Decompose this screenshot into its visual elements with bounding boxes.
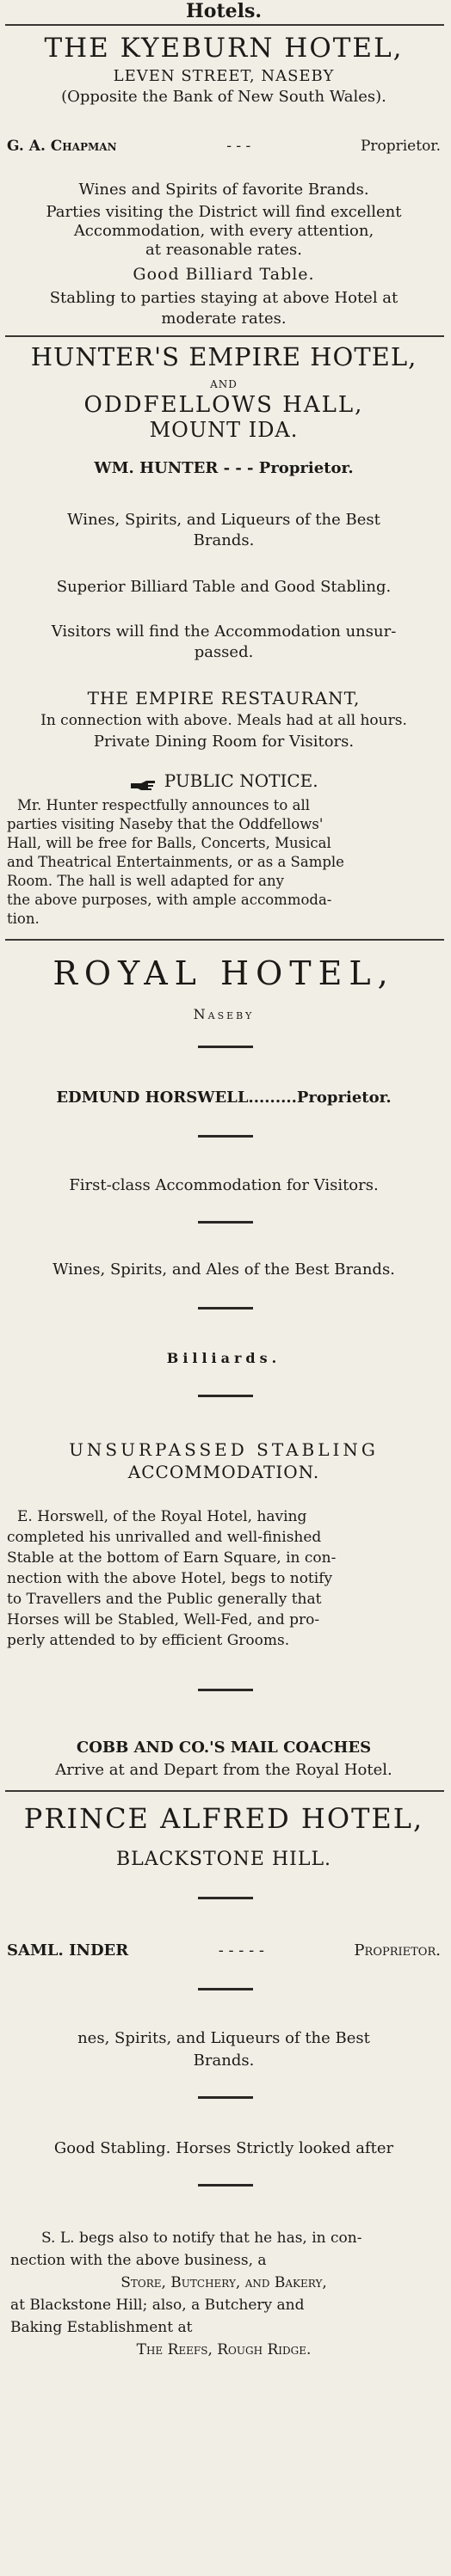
ad-line: to Travellers and the Public generally that — [7, 1591, 322, 1608]
ad-line: the above purposes, with ample accommoda- — [7, 892, 332, 908]
ad-line: Wines, Spirits, and Liqueurs of the Best — [67, 511, 380, 529]
ad-line: COBB AND CO.'S MAIL COACHES — [76, 1739, 372, 1757]
ad-line: Good Billiard Table. — [133, 265, 315, 284]
ad-line: The Reefs, Rough Ridge. — [136, 2341, 312, 2358]
ad-line: E. Horswell, of the Royal Hotel, having — [17, 1508, 307, 1525]
ad-line: at reasonable rates. — [145, 241, 302, 259]
rule — [198, 1046, 253, 1048]
ad-line: Mr. Hunter respectfully announces to all — [17, 797, 310, 813]
ad-line: parties visiting Naseby that the Oddfellows' — [7, 816, 324, 832]
dashes: - - - - - — [218, 1941, 264, 1960]
ad-line: Wines, Spirits, and Ales of the Best Brands. — [53, 1260, 395, 1279]
ad-line: at Blackstone Hill; also, a Butchery and — [10, 2297, 305, 2314]
ad-line: Brands. — [193, 2052, 255, 2070]
ad-line: Stable at the bottom of Earn Square, in con- — [7, 1549, 337, 1567]
stabling-body — [7, 1506, 441, 1651]
ad-line: Parties visiting the District will find excellent — [46, 203, 402, 221]
address-note: (Opposite the Bank of New South Wales). — [61, 88, 386, 106]
ad-line: moderate rates. — [161, 310, 287, 328]
ad-line: Superior Billiard Table and Good Stabling. — [56, 578, 392, 596]
ad-line: Arrive at and Depart from the Royal Hotel. — [55, 1761, 392, 1779]
ad-line: Wines and Spirits of favorite Brands. — [78, 181, 369, 199]
proprietor-line: WM. HUNTER - - - Proprietor. — [94, 459, 354, 477]
ad-line: Baking Establishment at — [10, 2319, 193, 2336]
ad-line: Hall, will be free for Balls, Concerts, Musical — [7, 835, 331, 851]
proprietor-line: EDMUND HORSWELL.........Proprietor. — [56, 1089, 392, 1107]
rule — [198, 1988, 253, 1990]
ad-line: THE EMPIRE RESTAURANT, — [87, 688, 361, 708]
address: LEVEN STREET, NASEBY — [113, 67, 335, 85]
proprietor-line — [7, 138, 441, 155]
proprietor-role: Proprietor. — [354, 1941, 441, 1960]
hotel-name: ROYAL HOTEL, — [53, 954, 395, 992]
ad-line: completed his unrivalled and well-finished — [7, 1529, 322, 1546]
ad-line: nection with the above Hotel, begs to notify — [7, 1570, 333, 1587]
divider — [5, 24, 444, 26]
divider — [5, 335, 444, 337]
rule — [198, 1221, 253, 1224]
ad-line: Horses will be Stabled, Well-Fed, and pro- — [7, 1611, 320, 1628]
ad-line: Store, Butchery, and Bakery, — [120, 2274, 327, 2291]
rule — [198, 1689, 253, 1691]
public-notice-heading — [7, 770, 441, 791]
notice-body — [7, 796, 441, 929]
rule — [198, 2096, 253, 2099]
ad-line: perly attended to by efficient Grooms. — [7, 1632, 290, 1649]
ad-line: Brands. — [193, 531, 255, 549]
ad-line: passed. — [194, 643, 254, 661]
rule — [198, 1307, 253, 1309]
ad-line: Visitors will find the Accommodation unsur- — [51, 623, 397, 641]
ad-line: MOUNT IDA. — [149, 418, 299, 442]
proprietor-name: G. A. Chapman — [7, 138, 117, 155]
ad-line: Room. The hall is well adapted for any — [7, 873, 284, 889]
ad-line: nes, Spirits, and Liqueurs of the Best — [77, 2029, 370, 2047]
proprietor-role: Proprietor. — [360, 138, 441, 155]
section-title: Hotels. — [185, 0, 263, 22]
ad-line: S. L. begs also to notify that he has, in con- — [41, 2229, 362, 2247]
ad-line: Accommodation, with every attention, — [73, 222, 374, 240]
ad-line: UNSURPASSED STABLING — [69, 1439, 379, 1460]
proprietor-name: SAML. INDER — [7, 1941, 129, 1960]
ad-line: ACCOMMODATION. — [127, 1462, 320, 1482]
ad-line: nection with the above business, a — [10, 2252, 267, 2269]
ad-line: Stabling to parties staying at above Hotel at — [49, 289, 398, 307]
divider — [5, 1790, 444, 1792]
ad-line: tion. — [7, 911, 40, 927]
ad-line: Good Stabling. Horses Strictly looked after — [53, 2139, 394, 2157]
notice-title: PUBLIC NOTICE. — [164, 770, 318, 791]
hotel-name: PRINCE ALFRED HOTEL, — [23, 1802, 424, 1835]
rule — [198, 1897, 253, 1899]
dashes: - - - — [226, 138, 251, 155]
rule — [198, 2184, 253, 2187]
business-body — [7, 2227, 441, 2361]
hotel-name: THE KYEBURN HOTEL, — [44, 33, 404, 64]
ad-line: Billiards. — [166, 1350, 281, 1366]
ad-line: ODDFELLOWS HALL, — [83, 392, 364, 418]
hotel-name: HUNTER'S EMPIRE HOTEL, — [30, 342, 417, 371]
rule — [198, 1135, 253, 1138]
ad-line: and Theatrical Entertainments, or as a Sample — [7, 854, 344, 870]
proprietor-line — [7, 1941, 441, 1960]
ad-line: Private Dining Room for Visitors. — [93, 733, 355, 751]
ad-line: AND — [210, 378, 238, 390]
ad-line: BLACKSTONE HILL. — [115, 1849, 332, 1870]
divider — [5, 939, 444, 941]
pointing-hand-icon — [129, 776, 158, 789]
ad-line: First-class Accommodation for Visitors. — [69, 1176, 379, 1194]
ad-line: In connection with above. Meals had at all hours. — [40, 712, 407, 729]
ad-line: Naseby — [193, 1006, 255, 1022]
rule — [198, 1395, 253, 1397]
